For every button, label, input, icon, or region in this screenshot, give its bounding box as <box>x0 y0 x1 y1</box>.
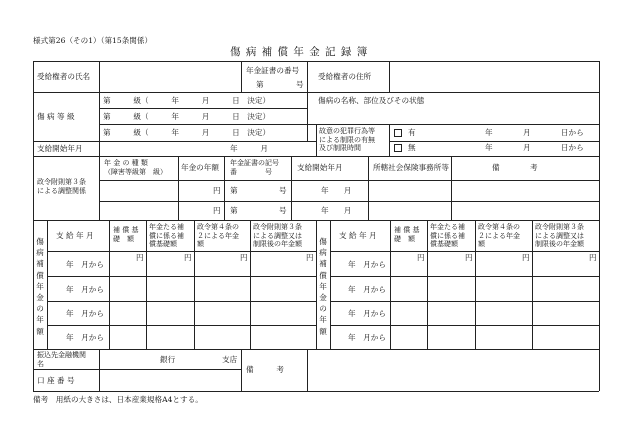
annual-yen-adjusted-right: 円 <box>589 253 597 262</box>
account-number-label: 口 座 番 号 <box>37 376 75 385</box>
grade-line-2: 第 級（ 年 月 日 決定） <box>103 112 271 121</box>
adjustment-label: 政令附則第３条 による調整関係 <box>37 178 86 195</box>
start-month-value: 年 月 <box>230 144 268 153</box>
pay-start-header: 支給開始年月 <box>297 163 343 172</box>
base-header-left: 補 償 基 礎 額 <box>113 226 139 243</box>
pension-amount-header: 年金の年額 <box>181 163 219 172</box>
recipient-name-label: 受給権者の氏名 <box>37 72 91 81</box>
adjust-yen-1: 円 <box>213 186 221 195</box>
pay-ym-header-left: 支 給 年 月 <box>56 231 94 240</box>
restriction-yes-checkbox[interactable] <box>394 129 402 137</box>
pension-base-header-right: 年金たる補 償に係る補 償基礎額 <box>430 223 465 249</box>
annual-row-1-right: 年 月から <box>348 260 386 269</box>
adjust-go-1: 号 <box>279 186 287 195</box>
annual-row-1-left: 年 月から <box>66 260 104 269</box>
injury-description-label: 傷病の名称、部位及びその状態 <box>318 96 425 105</box>
bank-label: 振込先金融機関 名 <box>37 351 86 368</box>
pension-number-label: 年金証書の番号 <box>246 66 300 75</box>
adjusted-header-right: 政令附則第３条 による調整又は 制限後の年金額 <box>535 223 584 249</box>
annual-row-4-right: 年 月から <box>348 333 386 342</box>
adjust-ym-1: 年 月 <box>321 186 352 195</box>
adjust-go-2: 号 <box>279 206 287 215</box>
pay-ym-header-right: 支 給 年 月 <box>339 231 377 240</box>
annual-yen-calc-right: 円 <box>522 253 530 262</box>
annual-yen-pension-base-left: 円 <box>184 253 192 262</box>
pension-base-header-left: 年金たる補 償に係る補 償基礎額 <box>149 223 184 249</box>
start-month-label: 支給開始年月 <box>37 144 83 153</box>
annual-row-3-left: 年 月から <box>66 309 104 318</box>
bank-remarks-label: 備 考 <box>246 365 284 374</box>
pension-type-header: 年 金 の 種 類 （障害等級第 級） <box>104 159 167 176</box>
adjust-dai-2: 第 <box>230 206 238 215</box>
recipient-address-label: 受給権者の住所 <box>318 72 372 81</box>
footnote: 備考 用紙の大きさは、日本産業規格A4とする。 <box>33 395 203 404</box>
annual-yen-adjusted-left: 円 <box>306 253 314 262</box>
branch-suffix: 支店 <box>222 355 238 364</box>
adjust-remarks-header: 備 考 <box>492 163 538 172</box>
grade-label: 傷 病 等 級 <box>37 112 75 121</box>
restriction-label: 故意の犯罪行為等 による制限の有無 及び制限時間 <box>319 127 375 153</box>
restriction-yes-period: 年 月 日から <box>485 128 584 137</box>
base-header-right: 補 償 基 礎 額 <box>394 226 420 243</box>
adjust-ym-2: 年 月 <box>321 206 352 215</box>
annual-row-2-left: 年 月から <box>66 285 104 294</box>
annual-side-label-left: 傷 病 補 償 年 金 の 年 額 <box>36 237 44 336</box>
pension-number-go: 号 <box>296 80 304 89</box>
grade-line-3: 第 級（ 年 月 日 決定） <box>103 128 271 137</box>
calc-header-right: 政令第４条の ２による年金 額 <box>478 223 520 249</box>
adjust-dai-1: 第 <box>230 186 238 195</box>
pension-number-dai: 第 <box>256 80 264 89</box>
annual-row-3-right: 年 月から <box>348 309 386 318</box>
restriction-yes-label: 有 <box>408 128 416 137</box>
office-header: 所轄社会保険事務所等 <box>373 163 449 172</box>
restriction-no-period: 年 月 日から <box>485 143 584 152</box>
adjust-yen-2: 円 <box>213 206 221 215</box>
adjusted-header-left: 政令附則第３条 による調整又は 制限後の年金額 <box>253 223 302 249</box>
annual-side-label-right: 傷 病 補 償 年 金 の 年 額 <box>319 237 327 336</box>
restriction-no-checkbox[interactable] <box>394 144 402 152</box>
annual-row-2-right: 年 月から <box>348 285 386 294</box>
annual-yen-pension-base-right: 円 <box>465 253 473 262</box>
annual-row-4-left: 年 月から <box>66 333 104 342</box>
calc-header-left: 政令第４条の ２による年金 額 <box>197 223 239 249</box>
grade-line-1: 第 級（ 年 月 日 決定） <box>103 96 271 105</box>
annual-yen-calc-left: 円 <box>240 253 248 262</box>
annual-yen-base-left: 円 <box>136 253 144 262</box>
bank-suffix: 銀行 <box>160 355 176 364</box>
certificate-header: 年金証書の記号 番 号 <box>230 159 279 176</box>
form-id: 様式第26（その1）（第15条関係） <box>33 36 153 45</box>
annual-yen-base-right: 円 <box>417 253 425 262</box>
restriction-no-label: 無 <box>408 143 416 152</box>
page-title: 傷 病 補 償 年 金 記 録 簿 <box>230 46 369 58</box>
